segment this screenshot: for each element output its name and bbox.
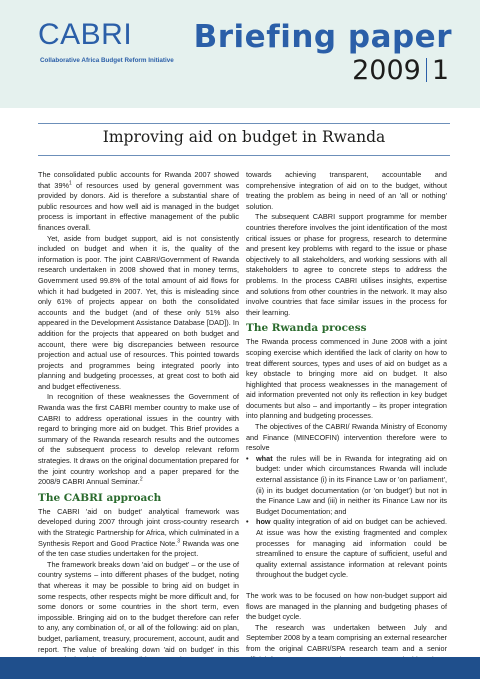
issue-no: 1 — [431, 55, 449, 86]
title-rule-top — [38, 123, 450, 124]
list-item — [246, 454, 447, 518]
paragraph: Yet, aside from budget support, aid is not consistently included on budget and when it is, the quality of the information is poor. The joint CABRI/Government of Rwanda research undertaken in 2008 showed that in money terms, Government used 99.8% of the total amount of aid flows for which it had budgeted in 2007. Yet, this is misleading since only 61% of projects appear on both the consolidated accounts and the budget (and of these only 51% also appeared in the Development Assistance Database [DAD]). In addition for the projects that appeared on both budget and account, there were big discrepancies between resource projection and actual use of resources. This pointed towards projects and programmes being integrated poorly into planning and budgeting processes, at great cost to both aid and budget effectiveness. — [38, 233, 239, 391]
bold-term: how — [256, 517, 271, 527]
issue-number — [352, 57, 449, 84]
paragraph: The work was to be focused on how non-budget support aid flows are managed in the planning and budgeting phases of the budget cycle. — [246, 590, 447, 622]
paragraph: The Rwanda process commenced in June 2008 with a joint scoping exercise which identified the lack of clarity on how to treat different sources, types and uses of aid on budget as a key obstacle to bringing more aid on budget. It also highlighted that process weaknesses in the management of aid information prevented not only its reflection in key budget documents but also – and importantly – its proper integration into planning and budgeting processes. — [246, 337, 447, 421]
footnote-ref: 1 — [69, 180, 72, 187]
paragraph: The research was undertaken between July and September 2008 by a team comprising an external researcher from the original CABRI/SPA research team and a senior — [246, 622, 447, 653]
text: In recognition of these weaknesses the Government of Rwanda was the first CABRI member country to make use of CABRI to address operational issues in the country with regard to bringing more aid on budget. This Brief provides a summary of the Rwanda research results and the outcomes of the subsequent process to develop relevant reform strategies. It draws on the original documentation prepared for the joint country workshop and a paper prepared for the 2008/9 CABRI Annual Seminar. — [38, 392, 239, 487]
footer-bar — [0, 657, 480, 679]
text: quality integration of aid on budget can be achieved. At issue was how the existing fragmented and complex processes for managing aid information could be streamlined to ensure the capture of sufficient, useful and quality external assistance information at relevant points throughout the budget cycle. — [256, 517, 447, 580]
issue-divider — [426, 58, 427, 82]
spacer — [246, 581, 447, 591]
paragraph: The framework breaks down 'aid on budget' – or the use of country systems – into different phases of the budget, noting that whereas it may be possible to bring aid on budget in some respects, other respects might be more difficult and, for some donors or some countries in the short term, even impossible. Bringing aid on to the budget therefore can refer to any, any combination of, or all of the following: aid on plan, budget, parliament, treasury, procurement, account, audit and report. The value of breaking down 'aid on budget' in this — [38, 559, 239, 654]
issue-year: 2009 — [352, 55, 421, 86]
article-title: Improving aid on budget in Rwanda — [102, 128, 386, 146]
paragraph: towards achieving transparent, accountable and comprehensive integration of aid on to the budget, without treating the problem as being in need of an 'all or nothing' solution. — [246, 170, 447, 211]
text: of resources used by general government was provided by donors. Aid is therefore a substantial share of public resources and how well aid is managed in the budget process is important in effective management of the public finances overall. — [38, 180, 239, 232]
title-rule-bottom — [38, 155, 450, 156]
footnote-ref: 2 — [139, 476, 143, 483]
paragraph — [38, 170, 239, 234]
logo-tagline: Collaborative Africa Budget Reform Initiative — [40, 57, 174, 64]
paragraph — [38, 392, 239, 487]
left-column — [38, 170, 239, 676]
cabri-logo: CABRI — [38, 18, 133, 51]
header-band — [0, 0, 480, 108]
list-item — [246, 517, 447, 581]
section-heading: The Rwanda process — [246, 322, 367, 335]
bold-term: what — [256, 453, 273, 463]
text: The CABRI 'aid on budget' analytical framework was developed during 2007 through joint cross-country research with the Strategic Partnership for Africa, which culminated in a Synthesis Report and Good Practice Note. — [38, 506, 239, 548]
paragraph — [38, 507, 239, 560]
text: the rules will be in Rwanda for integrating aid on budget: under which circumstances Rwanda will include external assistance (i) in its Finance Law or 'on parliament', (ii) in its budget documentation (or 'on budget') but not in the Finance Law and (iii) in neither its Finance Law nor its Budget Documentation; and — [256, 453, 447, 516]
text: The consolidated public accounts for Rwanda 2007 showed that 39% — [38, 170, 239, 190]
right-column — [246, 170, 447, 676]
section-heading: The CABRI approach — [38, 491, 162, 504]
paragraph: The objectives of the CABRI/ Rwanda Ministry of Economy and Finance (MINECOFIN) intervention therefore were to resolve — [246, 422, 447, 453]
paragraph: The subsequent CABRI support programme for member countries therefore involves the joint identification of the most critical issues or phase for progress, research to determine and present key problems with regard to the issue or phase objectively to all stakeholders, and working sessions with all stakeholders to agree to concrete steps to address the problems. In the process CABRI utilises insights, expertise and solutions from other countries in the network. It may also involve countries that face similar issues in the process for their learning. — [246, 212, 447, 317]
footnote-ref: 3 — [177, 538, 180, 545]
objectives-list — [246, 454, 447, 581]
text: Rwanda was one of the ten case studies undertaken for the project. — [38, 538, 239, 559]
doc-type-title: Briefing paper — [193, 19, 452, 55]
